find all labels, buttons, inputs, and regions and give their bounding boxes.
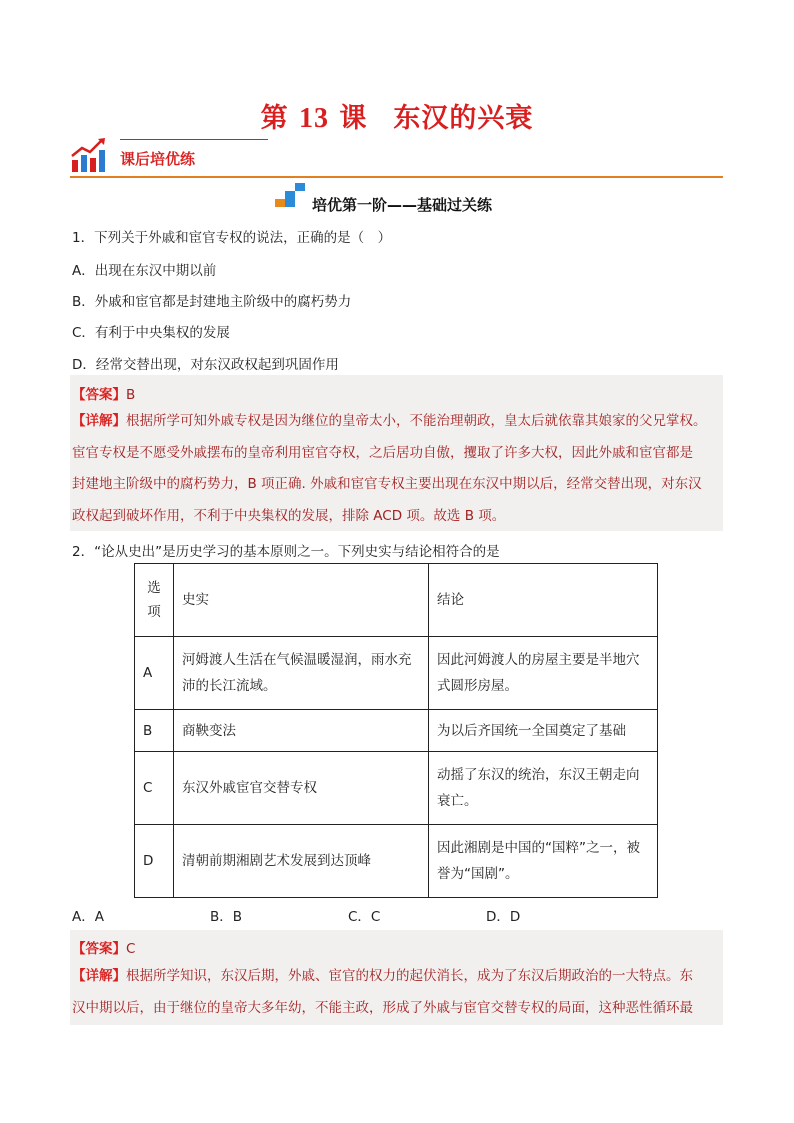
table-row: [135, 752, 658, 825]
table-cell: 东汉外戚宦官交替专权: [174, 752, 429, 825]
table-header-row: [135, 564, 658, 637]
subsection-header: [0, 182, 794, 212]
q2-detail: [72, 961, 722, 1024]
table-cell: A: [135, 637, 174, 710]
table-cell: 因此湘剧是中国的“国粹”之一，被誉为“国剧”。: [429, 825, 658, 898]
table-cell: 为以后齐国统一全国奠定了基础: [429, 710, 658, 752]
q1-answer: [72, 383, 135, 403]
table-cell: B: [135, 710, 174, 752]
q1-detail-line: 政权起到破坏作用，不利于中央集权的发展，排除 ACD 项。故选 B 项。: [72, 507, 506, 524]
q1-answer-value: B: [126, 387, 136, 403]
q1-option-a: A．出现在东汉中期以前: [72, 263, 217, 279]
q1-option-b: B．外戚和宦官都是封建地主阶级中的腐朽势力: [72, 294, 352, 310]
section-label: 课后培优练: [120, 150, 196, 168]
q1-detail: [72, 406, 722, 532]
q2-stem: 2．“论从史出”是历史学习的基本原则之一。下列史实与结论相符合的是: [72, 544, 500, 560]
table-cell: 商鞅变法: [174, 710, 429, 752]
q1-option-c: C．有利于中央集权的发展: [72, 325, 230, 341]
table-cell: 河姆渡人生活在气候温暖湿润，雨水充沛的长江流域。: [174, 637, 429, 710]
q1-detail-line: 封建地主阶级中的腐朽势力，B 项正确. 外戚和宦官专权主要出现在东汉中期以后，经常交替出现，对东汉: [72, 476, 702, 492]
table-cell: C: [135, 752, 174, 825]
table-cell: 动摇了东汉的统治，东汉王朝走向衰亡。: [429, 752, 658, 825]
q2-option-a: A．A: [72, 909, 104, 925]
q2-answer-value: C: [126, 941, 136, 957]
q1-detail-tag: 【详解】: [72, 413, 126, 429]
q2-detail-tag: 【详解】: [72, 968, 126, 984]
section-rule: [70, 176, 723, 178]
table-header-cell: 史实: [174, 564, 429, 637]
table-header-cell: 结论: [429, 564, 658, 637]
table-row: [135, 710, 658, 752]
subsection-label: 培优第一阶——基础过关练: [312, 196, 493, 214]
table-cell: 清朝前期湘剧艺术发展到达顶峰: [174, 825, 429, 898]
q2-option-b: B．B: [210, 909, 243, 925]
table-header-cell: 选项: [135, 564, 174, 637]
q2-option-c: C．C: [348, 909, 381, 925]
q1-detail-line: 根据所学可知外戚专权是因为继位的皇帝太小，不能治理朝政，皇太后就依靠其娘家的父兄掌权。: [126, 413, 707, 429]
q2-detail-line: 根据所学知识，东汉后期，外戚、宦官的权力的起伏消长，成为了东汉后期政治的一大特点。东: [126, 968, 693, 984]
q1-option-d: D．经常交替出现，对东汉政权起到巩固作用: [72, 357, 339, 373]
title-prefix: 第: [260, 103, 289, 134]
q2-answer-tag: 【答案】: [72, 941, 126, 957]
title-number: 13: [299, 103, 329, 134]
q2-detail-line: 汉中期以后，由于继位的皇帝大多年幼，不能主政，形成了外戚与宦官交替专权的局面，这种恶性循环最: [72, 999, 693, 1016]
q2-option-d: D．D: [486, 909, 521, 925]
q1-answer-tag: 【答案】: [72, 387, 126, 403]
title-suffix: 课: [339, 103, 368, 134]
growth-chart-icon: [70, 136, 108, 174]
table-row: [135, 825, 658, 898]
table-row: [135, 637, 658, 710]
section-header: [70, 136, 723, 178]
page-title: [0, 96, 794, 135]
stairs-icon: [275, 182, 305, 208]
q1-detail-line: 宦官专权是不愿受外戚摆布的皇帝利用宦官夺权，之后居功自傲，攫取了许多大权，因此外戚和宦官都是: [72, 444, 693, 461]
q2-table: [134, 563, 658, 898]
table-cell: 因此河姆渡人的房屋主要是半地穴式圆形房屋。: [429, 637, 658, 710]
q1-stem: 1．下列关于外戚和宦官专权的说法，正确的是（ ）: [72, 230, 392, 246]
table-cell: D: [135, 825, 174, 898]
q2-answer: [72, 937, 135, 957]
title-topic: 东汉的兴衰: [393, 103, 534, 134]
header-top-line: [120, 139, 268, 140]
